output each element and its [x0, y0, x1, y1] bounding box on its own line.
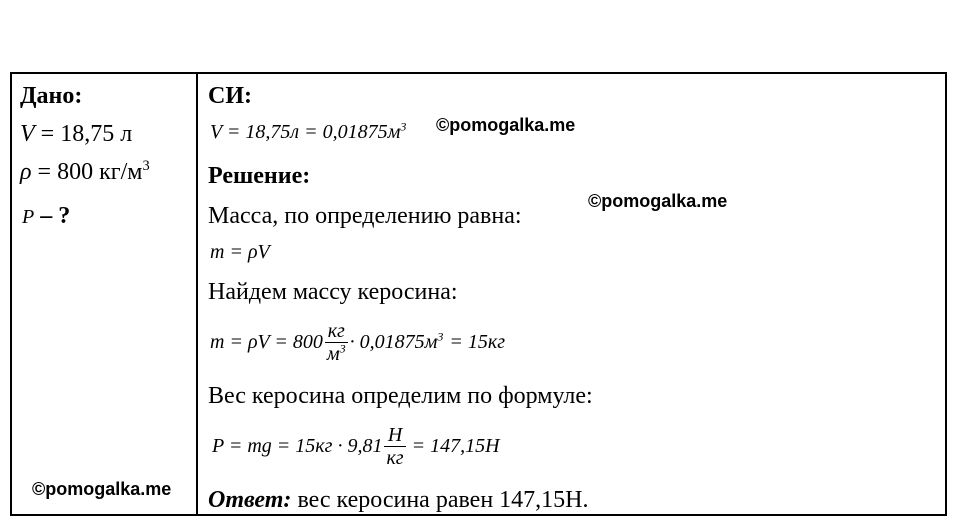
density-value: = 800 кг/м — [37, 159, 143, 185]
density-symbol: ρ — [20, 159, 32, 185]
formula-3-numerator: Н — [384, 424, 405, 447]
volume-value: = 18,75 л — [40, 121, 133, 147]
answer-label: Ответ: — [208, 487, 292, 513]
formula-2-fraction — [325, 320, 348, 365]
solution-formula-1: m = ρV — [210, 241, 270, 263]
given-title: Дано: — [20, 83, 83, 109]
watermark-middle: ©pomogalka.me — [588, 191, 728, 211]
answer-line — [208, 488, 589, 512]
formula-3-part-c: = 147,15Н — [411, 435, 500, 457]
formula-2-denominator: $м^3$ — [326, 340, 346, 365]
formula-3-fraction — [384, 424, 405, 469]
column-divider — [196, 74, 198, 514]
solution-line-1: Масса, по определению равна: — [208, 203, 522, 229]
given-weight-question — [22, 204, 70, 228]
density-exponent: 3 — [142, 158, 150, 174]
solution-title: Решение: — [208, 163, 311, 189]
task-table — [10, 72, 947, 516]
solution-formula-3 — [212, 418, 500, 474]
formula-2-part-b: · $0,01875м^3$ — [349, 329, 444, 353]
si-formula-exponent: 3 — [400, 119, 407, 134]
si-formula — [210, 119, 407, 143]
weight-ask: – ? — [40, 203, 71, 229]
formula-3-denominator: кг — [386, 446, 404, 469]
si-formula-text: V = 18,75л = 0,01875м — [210, 121, 401, 143]
formula-3-part-a: P = mg = 15кг · 9,81 — [212, 435, 383, 457]
given-volume — [20, 122, 132, 146]
formula-2-part-a: m = ρV = 800 — [210, 331, 323, 353]
formula-2-part-c: = 15кг — [449, 331, 506, 353]
given-density — [20, 160, 150, 184]
solution-line-2: Найдем массу керосина: — [208, 279, 458, 305]
formula-2-numerator: кг — [325, 320, 348, 343]
volume-symbol: V — [20, 121, 35, 147]
weight-symbol: P — [22, 206, 35, 228]
solution-formula-2 — [210, 314, 505, 370]
solution-line-3: Вес керосина определим по формуле: — [208, 383, 593, 409]
answer-text: вес керосина равен 147,15Н. — [297, 487, 589, 513]
watermark-top: ©pomogalka.me — [436, 115, 576, 135]
si-title: СИ: — [208, 83, 252, 109]
watermark-left: ©pomogalka.me — [32, 479, 172, 499]
